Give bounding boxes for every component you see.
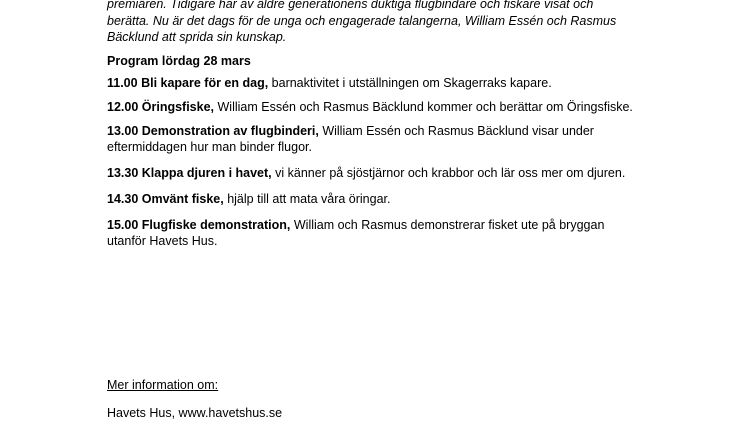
program-item-text: William Essén och Rasmus Bäcklund visar under eftermiddagen hur man binder flugor. (107, 123, 594, 154)
intro-line: premiären. Tidigare har av äldre generationens duktiga flugbindare och fiskare visat och (107, 0, 594, 11)
contact-line: Havets Hus, www.havetshus.se (107, 406, 283, 420)
program-heading: Program lördag 28 mars (107, 53, 251, 68)
program-item-text: William och Rasmus demonstrerar fisket ute på bryggan utanför Havets Hus. (107, 217, 605, 248)
program-item-title: 14.30 Omvänt fiske, (107, 191, 224, 206)
more-info-label: Mer information om: (107, 378, 219, 392)
program-item-text: vi känner på sjöstjärnor och krabbor och lär oss mer om djuren. (271, 165, 626, 180)
intro-line: Bäcklund att sprida sin kunskap. (107, 30, 287, 44)
program-item (107, 165, 667, 181)
program-item (107, 75, 667, 91)
program-item-text: barnaktivitet i utställningen om Skagerraks kapare. (268, 75, 552, 90)
program-item-title: 12.00 Öringsfiske, (107, 99, 215, 114)
document-page (107, 0, 667, 249)
program-item-text: hjälp till att mata våra öringar. (223, 191, 391, 206)
program-item-title: 13.30 Klappa djuren i havet, (107, 165, 272, 180)
program-item-title: 15.00 Flugfiske demonstration, (107, 217, 291, 232)
program-item-title: 11.00 Bli kapare för en dag, (107, 75, 269, 90)
intro-line: berätta. Nu är det dags för de unga och engagerade talangerna, William Essén och Rasmus (107, 13, 617, 28)
intro-paragraph (107, 0, 667, 46)
program-item (107, 217, 627, 249)
program-item-text: William Essén och Rasmus Bäcklund kommer och berättar om Öringsfiske. (214, 99, 633, 114)
program-item (107, 99, 667, 115)
program-item (107, 123, 627, 155)
program-item (107, 191, 667, 207)
program-item-title: 13.00 Demonstration av flugbinderi, (107, 123, 319, 138)
